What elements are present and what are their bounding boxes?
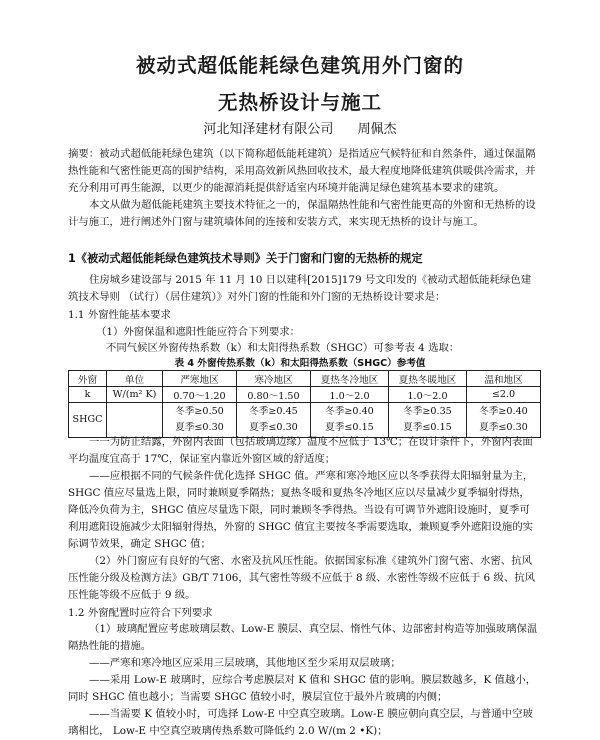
shgc-winter-value: 冬季≥0.40 [479,406,528,417]
author-name: 周佩杰 [357,122,397,137]
paper-title-line-2: 无热桥设计与施工 [217,91,382,114]
table-cell: SHGC [69,403,107,438]
body-paragraph-3: （2）外门窗应有良好的气密、水密及抗风压性能。依据国家标准《建筑外门窗气密、水密、抗风压性能分级及检测方法》GB/T 7106，其气密性等级不应低于 8 级、水密性等级不应低于 6 级、抗风压性能等级不应低于 9 级。 [68,555,535,601]
body-paragraph-1: 一一为防止结露，外窗内表面（包括玻璃边缘）温度不应低于 13℃；在设计条件下，外窗内表面平均温度宜高于 17℃，保证室内靠近外窗区域的舒适度； [68,436,533,465]
table-row-shgc [69,403,541,438]
shgc-winter-value: 冬季≥0.45 [249,406,298,417]
shgc-summer-value: 夏季≤0.30 [249,422,298,433]
abstract-paragraph: 摘要：被动式超低能耗绿色建筑（以下简称超低能耗建筑）是指适应气候特征和自然条件，通过保温隔热性能和气密性能更高的围护结构，采用高效新风热回收技术，最大程度地降低建筑供暖供冷需求，并充分利用可再生能源，以更少的能源消耗提供舒适室内环境并能满足绿色建筑基本要求的建筑。 [68,148,536,194]
table-cell: k [69,387,107,403]
shgc-winter-value: 冬季≥0.50 [175,406,224,417]
shgc-summer-value: 夏季≤0.15 [325,422,374,433]
table-header-cell: 外窗 [69,371,107,387]
section-1-paragraph: 住房城乡建设部与 2015 年 11 月 10 日以建科[2015]179 号文印发的《被动式超低能耗绿色建筑技术导则 （试行）（居住建筑）》对外门窗的性能和外门窗的无热桥设计要求是： [68,274,532,303]
table-header-cell: 夏热冬暖地区 [389,371,467,387]
table-cell [163,403,237,438]
intro-paragraph: 本文从做为超低能耗建筑主要技术特征之一的，保温隔热性能和气密性能更高的外窗和无热桥的设计与施工，进行阐述外门窗与建筑墙体间的连接和安装方式，来实现无热桥的设计与施工。 [68,199,536,228]
table-cell: 1.0～2.0 [389,387,467,403]
table-row-k [69,387,541,403]
paper-title-line-1: 被动式超低能耗绿色建筑用外门窗的 [135,54,464,77]
table-cell: 0.80～1.50 [237,387,311,403]
shgc-summer-value: 夏季≤0.30 [479,422,528,433]
table-header-cell: 寒冷地区 [237,371,311,387]
requirement-1: （1）外窗保温和遮阳性能应符合下列要求： [96,326,301,338]
table-caption: 表 4 外窗传热系数（k）和太阳得热系数（SHGC）参考值 [174,358,426,369]
shgc-summer-value: 夏季≤0.15 [403,422,452,433]
body-paragraph-4: （1）玻璃配置应考虑玻璃层数、Low-E 膜层、真空层、惰性气体、边部密封构造等加强玻璃保温隔热性能的措施。 [68,623,538,652]
body-paragraph-5: ——严寒和寒冷地区应采用三层玻璃，其他地区至少采用双层玻璃； [89,657,401,669]
table-header-cell: 单位 [107,371,163,387]
section-1-heading: 1《被动式超低能耗绿色建筑技术导则》关于门窗和门窗的无热桥的规定 [68,252,423,265]
body-paragraph-2: ——应根据不同的气候条件优化选择 SHGC 值。严寒和寒冷地区应以冬季获得太阳辐射量为主，SHGC 值应尽量选上限，同时兼顾夏季隔热；夏热冬暖和夏热冬冷地区应以尽量减少夏季辐射得热，降低冷负荷为主，SHGC 值应尽量选下限，同时兼顾冬季得热。当设有可调节外遮阳设施时，夏季可利用遮阳设施减少太阳辐射得热，外窗的 SHGC 值宜主要按冬季需要选取，兼顾夏季外遮阳设施的实际调节效果，确定 SHGC 值； [68,470,534,550]
subsection-1-1-heading: 1.1 外窗性能基本要求 [68,309,171,321]
author-organization: 河北知泽建材有限公司 [203,122,334,137]
author-line [0,118,600,137]
table-header-cell: 严寒地区 [163,371,237,387]
table-header-cell: 夏热冬冷地区 [311,371,389,387]
table-cell [467,403,541,438]
table-cell: 0.70～1.20 [163,387,237,403]
table-header-row [69,371,541,387]
table-cell [311,403,389,438]
shgc-summer-value: 夏季≤0.30 [175,422,224,433]
requirement-1-detail: 不同气候区外窗传热系数（k）和太阳得热系数（SHGC）可参考表 4 选取： [106,342,460,354]
table-header-cell: 温和地区 [467,371,541,387]
shgc-winter-value: 冬季≥0.35 [403,406,452,417]
table-cell: ≤2.0 [467,387,541,403]
table-cell [389,403,467,438]
shgc-winter-value: 冬季≥0.40 [325,406,374,417]
table-cell [237,403,311,438]
window-performance-table [68,370,541,438]
table-cell-empty [107,403,163,438]
body-paragraph-6: ——采用 Low-E 玻璃时，应综合考虑膜层对 K 值和 SHGC 值的影响。膜层数越多，K 值越小，同时 SHGC 值也越小；当需要 SHGC 值较小时，膜层宜位于最外片玻璃的内侧； [68,674,537,703]
table-cell: W/(m² K) [107,387,163,403]
body-paragraph-7: ——当需要 K 值较小时，可选择 Low-E 中空真空玻璃。Low-E 膜应朝向真空层，与普通中空玻璃相比， Low-E 中空真空玻璃传热系数可降低约 2.0 W/(m 2 •K)； [68,708,533,737]
subsection-1-2-heading: 1.2 外窗配置时应符合下列要求 [68,607,213,619]
table-cell: 1.0～2.0 [311,387,389,403]
